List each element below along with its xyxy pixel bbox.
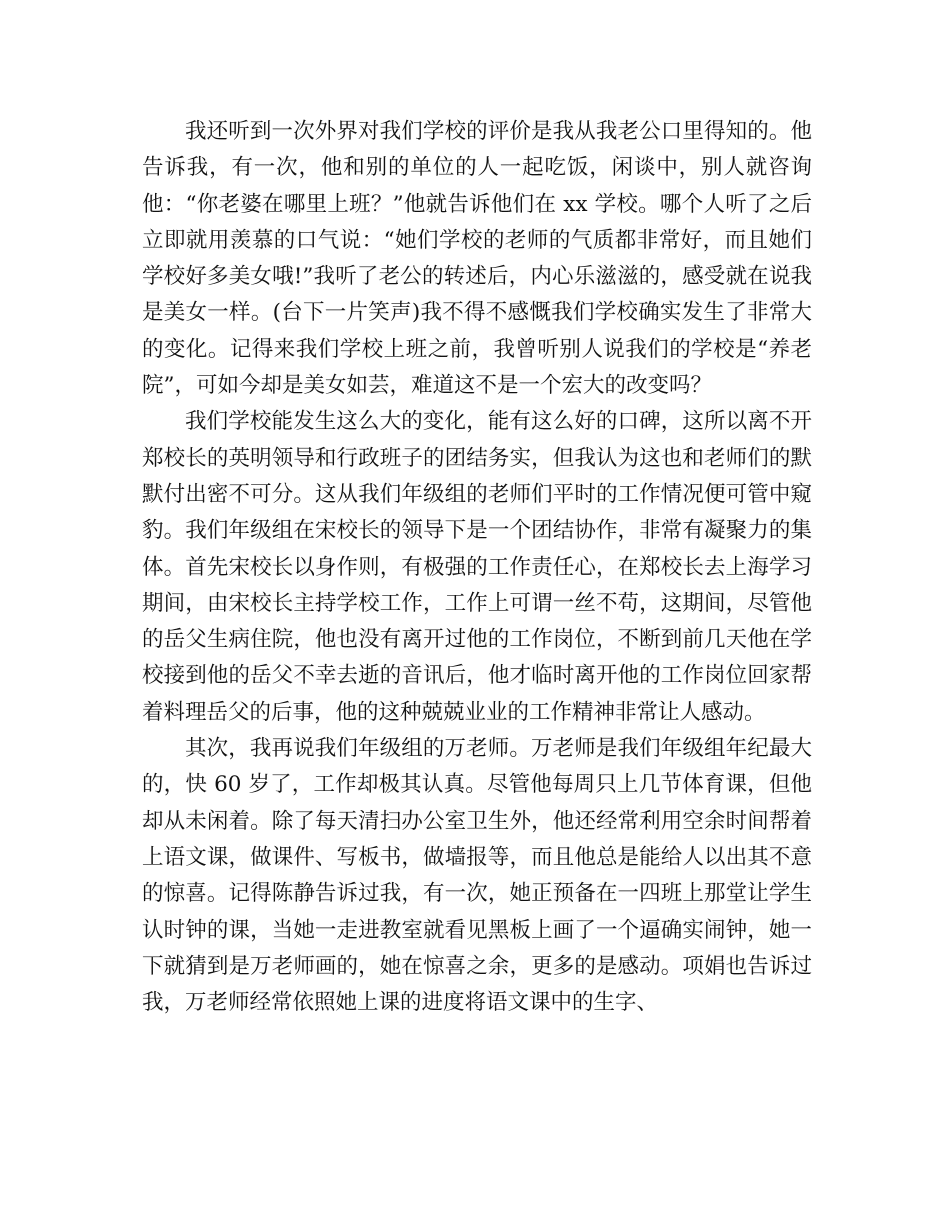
document-body [142, 114, 812, 1021]
paragraph-teacher-wan: 其次，我再说我们年级组的万老师。万老师是我们年级组年纪最大的，快 60 岁了，工作却极其认真。尽管他每周只上几节体育课，但他却从未闲着。除了每天清扫办公室卫生外，他还经常利用空余时间帮着上语文课，做课件、写板书，做墙报等，而且他总是能给人以出其不意的惊喜。记得陈静告诉过我，有一次，她正预备在一四班上那堂让学生认时钟的课，当她一走进教室就看见黑板上画了一个逼确实闹钟，她一下就猜到是万老师画的，她在惊喜之余，更多的是感动。项娟也告诉过我，万老师经常依照她上课的进度将语文课中的生字、 [142, 736, 812, 1016]
paragraph-team-dedication: 我们学校能发生这么大的变化，能有这么好的口碑，这所以离不开郑校长的英明领导和行政班子的团结务实，但我认为这也和老师们的默默付出密不可分。这从我们年级组的老师们平时的工作情况便可管中窥豹。我们年级组在宋校长的领导下是一个团结协作，非常有凝聚力的集体。首先宋校长以身作则，有极强的工作责任心，在郑校长去上海学习期间，由宋校长主持学校工作，工作上可谓一丝不苟，这期间，尽管他的岳父生病住院，他也没有离开过他的工作岗位，不断到前几天他在学校接到他的岳父不幸去逝的音讯后，他才临时离开他的工作岗位回家帮着料理岳父的后事，他的这种兢兢业业的工作精神非常让人感动。 [142, 409, 812, 725]
paragraph-school-reputation: 我还听到一次外界对我们学校的评价是我从我老公口里得知的。他告诉我，有一次，他和别的单位的人一起吃饭，闲谈中，别人就咨询他：“你老婆在哪里上班？”他就告诉他们在 xx 学校。哪个人听了之后立即就用羡慕的口气说：“她们学校的老师的气质都非常好，而且她们学校好多美女哦!”我听了老公的转述后，内心乐滋滋的，感受就在说我是美女一样。(台下一片笑声)我不得不感慨我们学校确实发生了非常大的变化。记得来我们学校上班之前，我曾听别人说我们的学校是“养老院”，可如今却是美女如芸，难道这不是一个宏大的改变吗？ [142, 119, 812, 399]
